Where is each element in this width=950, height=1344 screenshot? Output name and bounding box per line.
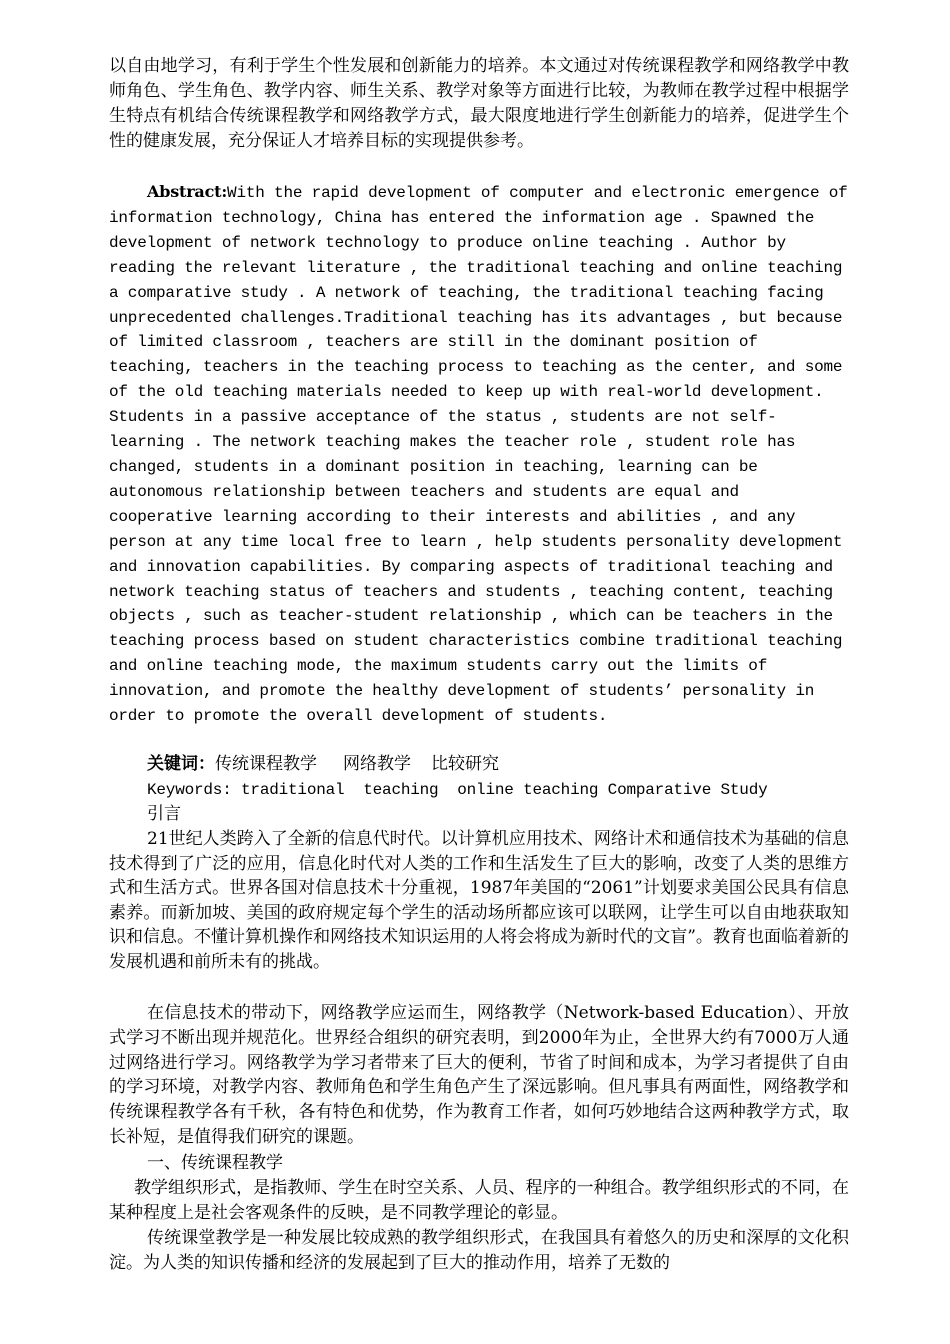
intro-heading: 引言: [147, 804, 181, 824]
chinese-abstract-paragraph: 以自由地学习，有利于学生个性发展和创新能力的培养。本文通过对传统课程教学和网络教学中教师角色、学生角色、教学内容、师生关系、教学对象等方面进行比较，为教师在教学过程中根据学生特点有机结合传统课程教学和网络教学方式，最大限度地进行学生创新能力的培养，促进学生个性的健康发展，充分保证人才培养目标的实现提供参考。: [109, 56, 849, 151]
section-1-paragraph-1: 教学组织形式，是指教师、学生在时空关系、人员、程序的一种组合。教学组织形式的不同，在某种程度上是社会客观条件的反映，是不同教学理论的彰显。: [109, 1178, 849, 1223]
keyword-cn-3: 比较研究: [431, 754, 499, 774]
intro-paragraph-1: 21世纪人类跨入了全新的信息代时代。以计算机应用技术、网络计术和通信技术为基础的信息技术得到了广泛的应用，信息化时代对人类的工作和生活发生了巨大的影响，改变了人类的思维方式和生活方式。世界各国对信息技术十分重视，1987年美国的“2061”计划要求美国公民具有信息素养。而新加坡、美国的政府规定每个学生的活动场所都应该可以联网，让学生可以自由地获取知识和信息。不懂计算机操作和网络技术知识运用的人将会将成为新时代的文盲”。教育也面临着新的发展机遇和前所未有的挑战。: [109, 829, 849, 972]
intro-paragraph-2: 在信息技术的带动下，网络教学应运而生，网络教学（Network-based Education）、开放式学习不断出现并规范化。世界经合组织的研究表明，到2000年为止，全世界大约有7000万人通过网络进行学习。网络教学为学习者带来了巨大的便利，节省了时间和成本，为学习者提供了自由的学习环境，对教学内容、教师角色和学生角色产生了深远影响。但凡事具有两面性，网络教学和传统课程教学各有千秋，各有特色和优势，作为教育工作者，如何巧妙地结合这两种教学方式，取长补短，是值得我们研究的课题。: [109, 1003, 849, 1147]
english-abstract-paragraph: [109, 180, 849, 729]
abstract-text: With the rapid development of computer and electronic emergence of information technology, China has entered the information age . Spawned the development of network technology to produce online teaching . Author by reading the relevant literature , the traditional teaching and online teaching a comparative study . A network of teaching, the traditional teaching facing unprecedented challenges.Traditional teaching has its advantages , but because of limited classroom , teachers are still in the dominant position of teaching, teachers in the teaching process to teaching as the center, and some of the old teaching materials needed to keep up with real-world development. Students in a passive acceptance of the status , students are not self-learning . The network teaching makes the teacher role , student role has changed, students in a dominant position in teaching, learning can be autonomous relationship between teachers and students are equal and cooperative learning according to their interests and abilities , and any person at any time local free to learn , help students personality development and innovation capabilities. By comparing aspects of traditional teaching and network teaching status of teachers and students , teaching content, teaching objects , such as teacher-student relationship , which can be teachers in the teaching process based on student characteristics combine traditional teaching and online teaching mode, the maximum students carry out the limits of innovation, and promote the healthy development of students’ personality in order to promote the overall development of students.: [109, 184, 848, 726]
keyword-cn-2: 网络教学: [343, 754, 411, 774]
keyword-cn-1: 传统课程教学: [215, 754, 317, 774]
keywords-chinese: [147, 752, 499, 777]
keywords-cn-label: 关键词：: [147, 754, 215, 774]
section-1-paragraph-2: 传统课堂教学是一种发展比较成熟的教学组织形式，在我国具有着悠久的历史和深厚的文化积淀。为人类的知识传播和经济的发展起到了巨大的推动作用，培养了无数的: [109, 1228, 849, 1273]
section-1-heading: 一、传统课程教学: [147, 1153, 283, 1173]
abstract-label: Abstract:: [147, 182, 228, 201]
keywords-english: Keywords: traditional teaching online teaching Comparative Study: [147, 781, 768, 799]
